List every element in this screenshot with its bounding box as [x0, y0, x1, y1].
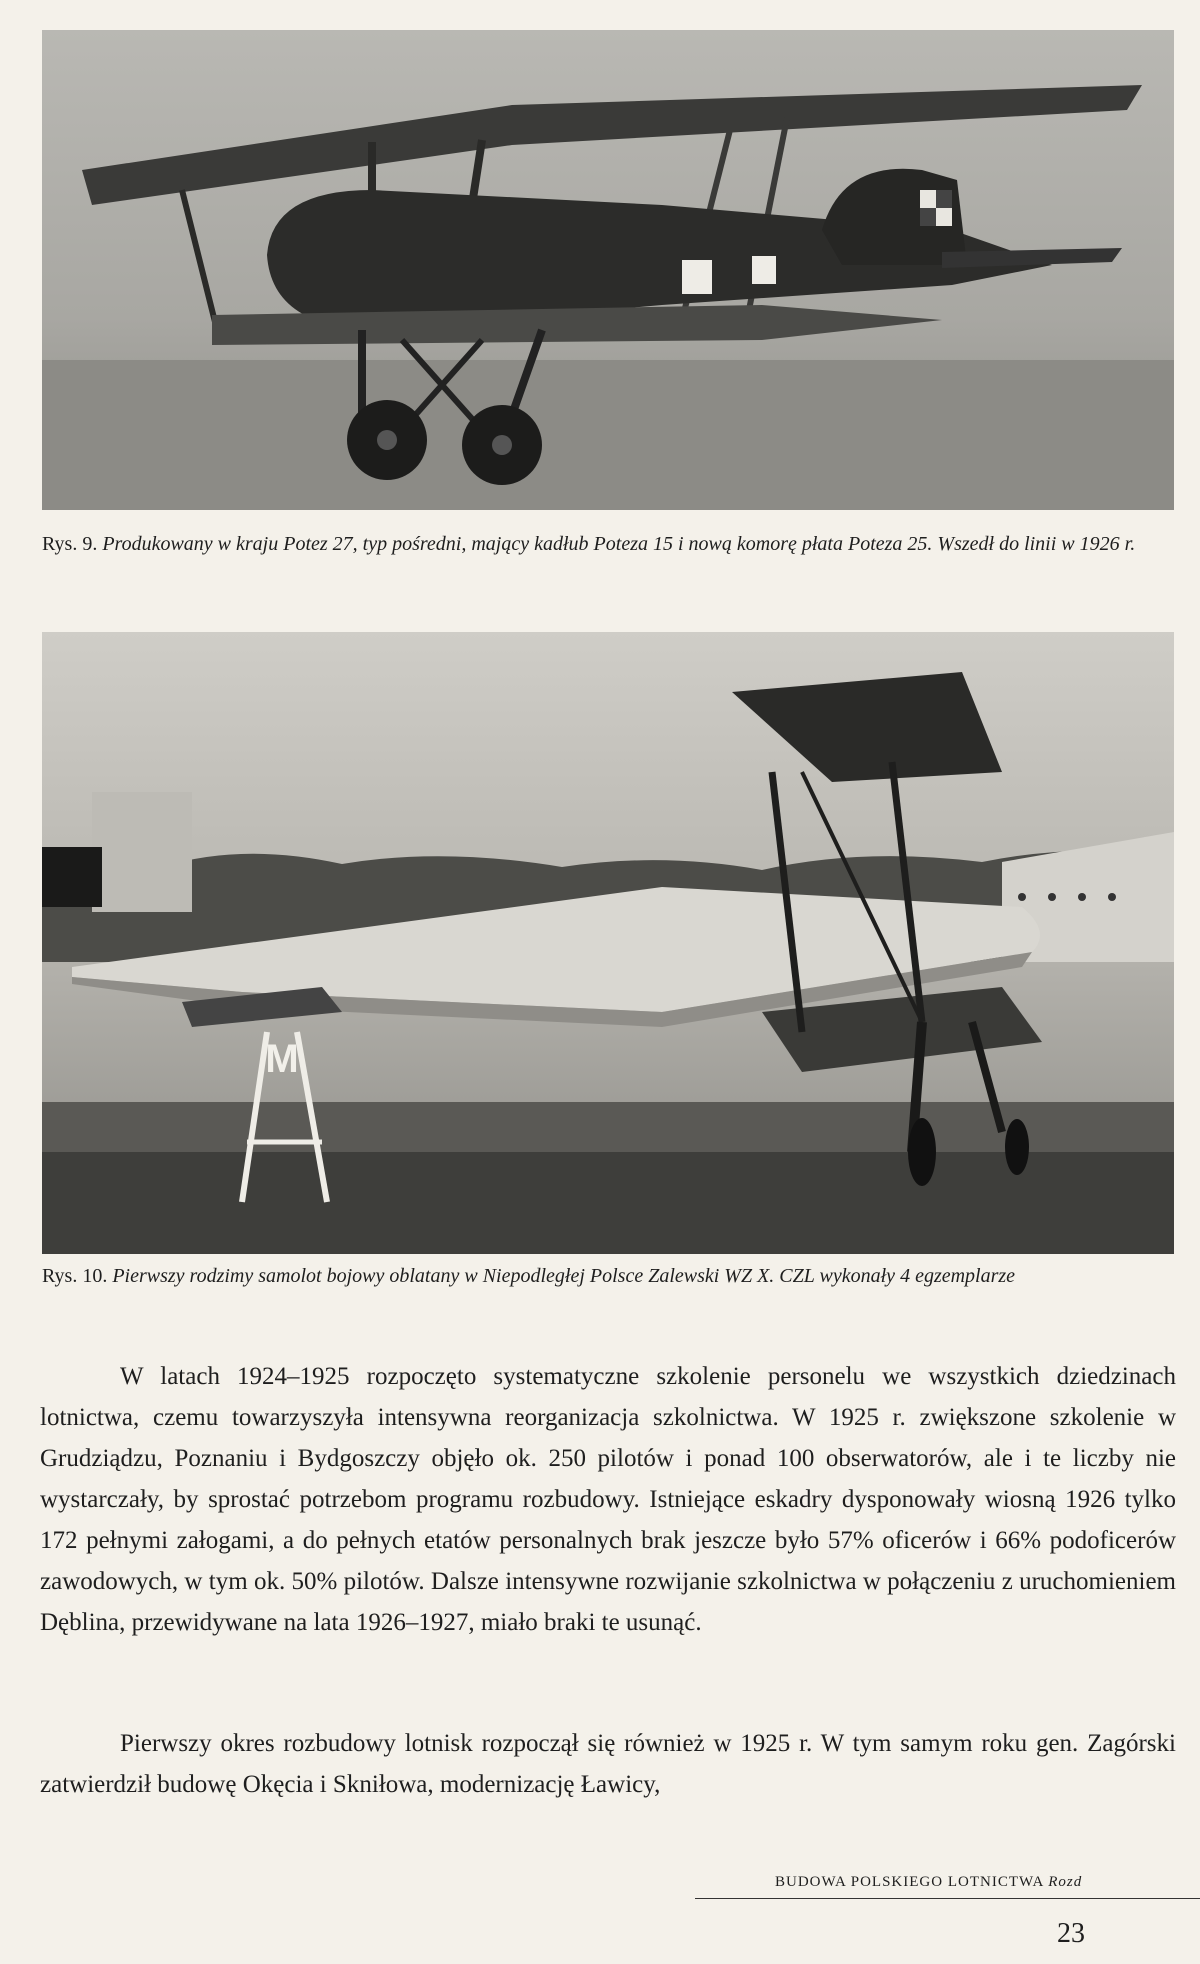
figure-10-photo — [42, 632, 1174, 1254]
figure-9-label: Rys. 9. — [42, 533, 98, 555]
running-footer — [775, 1874, 1082, 1891]
biplane-zalewski-wz-x-image — [42, 632, 1174, 1254]
running-footer-title: BUDOWA POLSKIEGO LOTNICTWA — [775, 1874, 1044, 1890]
figure-9-caption-text: Produkowany w kraju Potez 27, typ pośredni, mający kadłub Poteza 15 i nową komorę płata Poteza 25. Wszedł do linii w 1926 r. — [102, 533, 1136, 555]
aircraft-marking: M — [265, 1037, 299, 1081]
running-footer-chapter: Rozd — [1048, 1874, 1083, 1890]
body-paragraph-2: Pierwszy okres rozbudowy lotnisk rozpoczął się również w 1925 r. W tym samym roku gen. Zagórski zatwierdził budowę Okęcia i Skniłowa, modernizację Ławicy, — [40, 1730, 1176, 1798]
page-number: 23 — [1057, 1918, 1085, 1949]
footer-rule — [695, 1898, 1200, 1899]
figure-9-photo — [42, 30, 1174, 510]
figure-10-caption-text: Pierwszy rodzimy samolot bojowy oblatany w Niepodległej Polsce Zalewski WZ X. CZL wykonały 4 egzemplarze — [112, 1265, 1016, 1287]
figure-9-caption — [42, 530, 1182, 559]
biplane-potez-27-image — [42, 30, 1174, 510]
body-paragraph-1: W latach 1924–1925 rozpoczęto systematyczne szkolenie personelu we wszystkich dziedzinach lotnictwa, czemu towarzyszyła intensywna reorganizacja szkolnictwa. W 1925 r. zwiększone szkolenie w Grudziądzu, Poznaniu i Bydgoszczy objęło ok. 250 pilotów i ponad 100 obserwatorów, ale i te liczby nie wystarczały, by sprostać potrzebom programu rozbudowy. Istniejące eskadry dysponowały wiosną 1926 tylko 172 pełnymi załogami, a do pełnych etatów personalnych brak jeszcze było 57% oficerów i 66% podoficerów zawodowych, w tym ok. 50% pilotów. Dalsze intensywne rozwijanie szkolnictwa w połączeniu z uruchomieniem Dęblina, przewidywane na lata 1926–1927, miało braki te usunąć. — [40, 1363, 1176, 1636]
figure-10-label: Rys. 10. — [42, 1265, 108, 1287]
figure-10-caption — [42, 1262, 1182, 1291]
